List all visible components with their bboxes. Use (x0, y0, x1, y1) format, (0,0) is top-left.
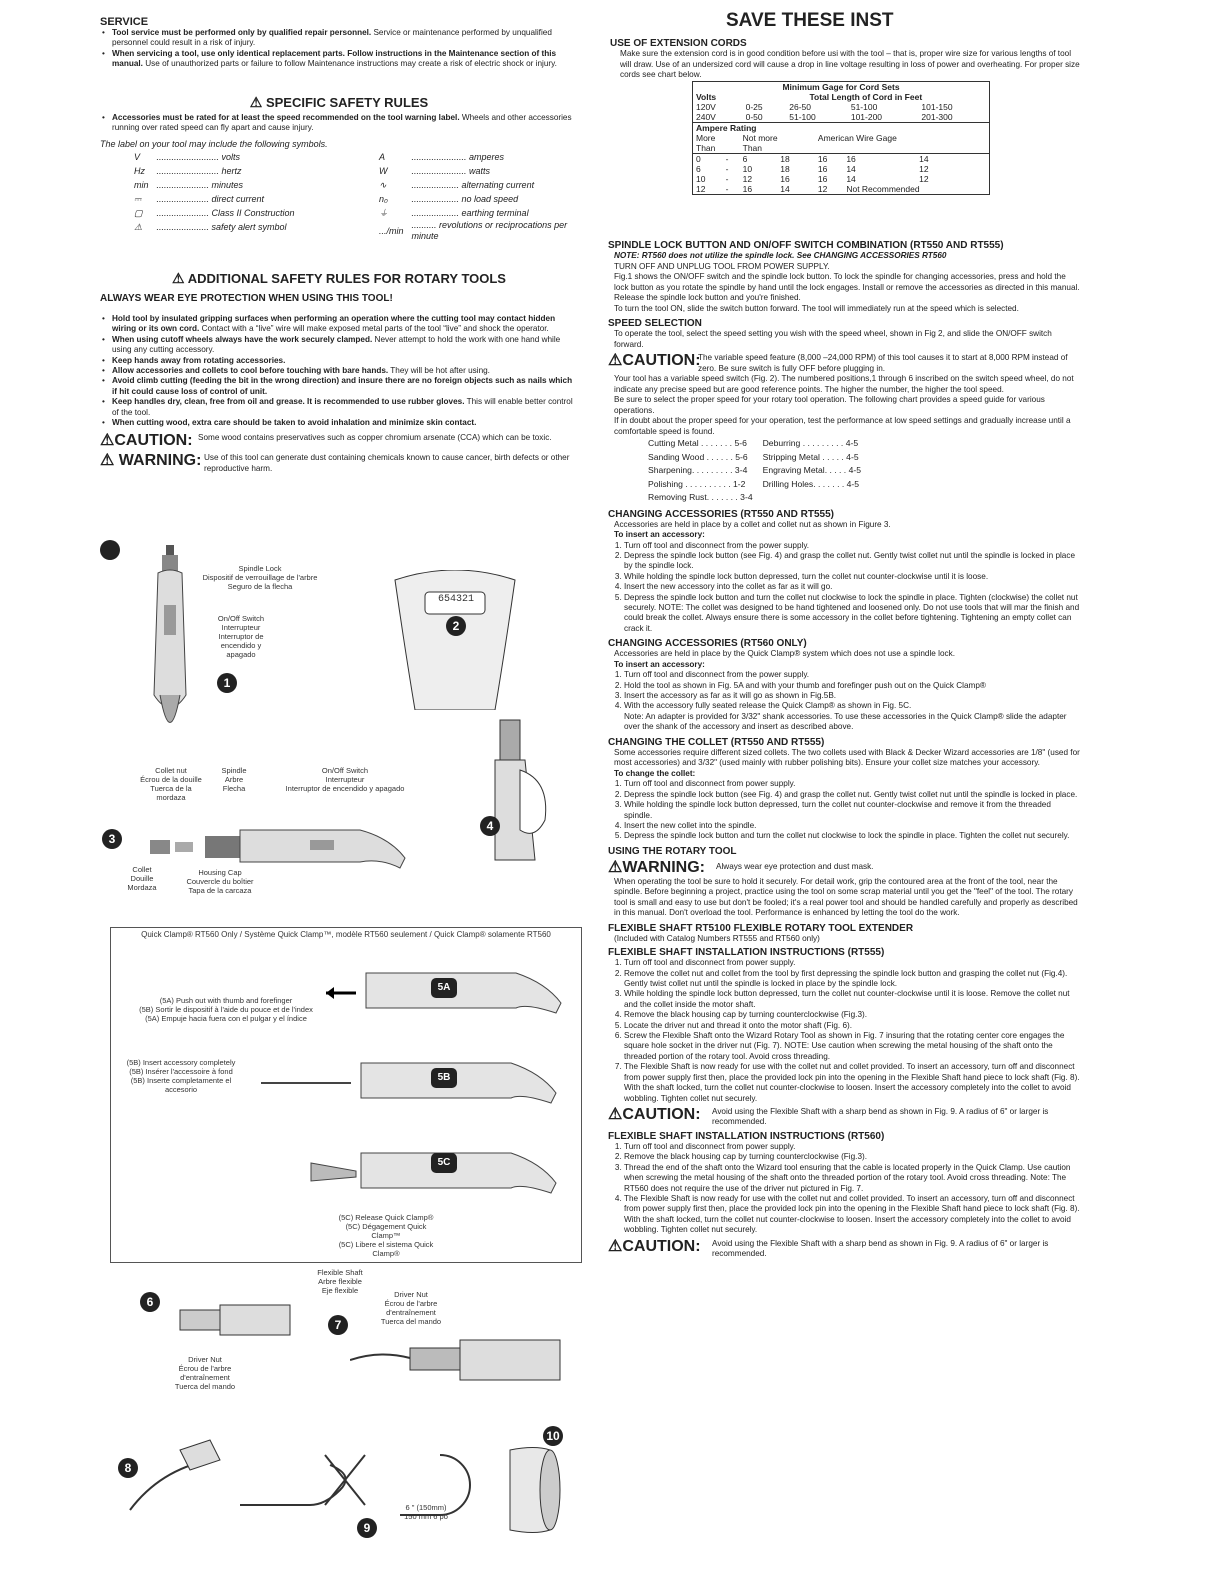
list-item: 1. Turn off tool and disconnect from the power supply. (624, 541, 1080, 551)
caution-label: ⚠CAUTION: (608, 352, 701, 369)
table-row: Sharpening. . . . . . . . . 3-4 Engraving Metal. . . . . 4-5 (648, 465, 861, 475)
page-title: SAVE THESE INST (726, 10, 894, 31)
collet-steps (608, 779, 1080, 841)
list-item: • Keep hands away from rotating accessories. (112, 356, 578, 366)
list-item: • Avoid climb cutting (feeding the bit in the wrong direction) and insure there are no foreign objects such as nails which if hit could cause loss of control of unit. (112, 376, 578, 397)
spindle-title: SPINDLE LOCK BUTTON AND ON/OFF SWITCH COMBINATION (RT550 AND RT555) (608, 240, 1004, 251)
fig5b-tool (261, 1043, 561, 1123)
change560-steps (608, 670, 1080, 712)
table-row: 0 - 6 18 16 16 14 (696, 153, 929, 164)
change560-sub: To insert an accessory: (614, 659, 705, 669)
caution-text: Some wood contains preservatives such as copper chromium arsenate (CCA) which can be toxic. (198, 433, 552, 443)
caution-block (100, 430, 578, 450)
speed-chart (648, 437, 871, 505)
fig6-driver-nut (170, 1290, 300, 1350)
label-driver-nut-6: Driver Nut Écrou de l'arbre d'entraînement Tuerca del mando (174, 1355, 236, 1391)
fig2-badge: 2 (446, 616, 466, 636)
flex560-steps (608, 1142, 1080, 1236)
list-item: 1. Turn off tool and disconnect from power supply. (624, 958, 1080, 968)
list-item: 2. Hold the tool as shown in Fig. 5A and with your thumb and forefinger push out on the Quick Clamp® (624, 681, 1080, 691)
list-item: 6. Screw the Flexible Shaft onto the Wizard Rotary Tool as shown in Fig. 7 insuring that the rotating center core engages the square hole socket in the driver nut (Fig. 7). NOTE: Use caution when screwing the metal housing of the shaft onto the threaded portion of the rotary tool. Avoid cross threading. (624, 1031, 1080, 1062)
symbols-intro: The label on your tool may include the following symbols. (100, 138, 328, 149)
spindle-p1: TURN OFF AND UNPLUG TOOL FROM POWER SUPPLY. (614, 261, 830, 271)
symbols-right: A ...................... amperes W ...................... watts ∿ ................... alternating current n₀ ................... no load speed ⏚ ................... earthing terminal .../min .......... revolutions or reciprocations per minute (379, 152, 568, 241)
speed-p2: Your tool has a variable speed switch (Fig. 2). The numbered positions,1 through 6 inscribed on the switch speed wheel, do not indicate any precise speed but are good reference points. The higher the number, the higher the tool speed. (614, 374, 1074, 394)
warning-block (100, 450, 578, 474)
list-item: 4. Insert the new collet into the spindle. (624, 821, 1080, 831)
collet-title: CHANGING THE COLLET (RT550 AND RT555) (608, 736, 825, 748)
table-row: Removing Rust. . . . . . . 3-4 (648, 492, 753, 502)
alert-icon: ⚠ (172, 270, 185, 286)
service-list (100, 28, 578, 70)
fig3-tool-exploded (120, 818, 410, 878)
change550-title: CHANGING ACCESSORIES (RT550 AND RT555) (608, 508, 834, 520)
using-warning (608, 857, 1080, 877)
spindle-note: NOTE: RT560 does not utilize the spindle lock. See CHANGING ACCESSORIES RT560 (614, 251, 947, 260)
change550-p1: Accessories are held in place by a collet and collet nut as shown in Figure 3. (614, 519, 891, 529)
change560-p1: Accessories are held in place by the Quick Clamp® system which does not use a spindle lock. (614, 649, 955, 659)
label-5a: (5A) Push out with thumb and forefinger (5B) Sortir le dispositif à l'aide du pouce et de l'index (5A) Empuje hacia fuera con el pulgar y el índice (139, 996, 313, 1023)
list-item: 4. The Flexible Shaft is now ready for use with the collet nut and collet provided. To insert an accessory, turn off and disconnect from power supply first then, place the provided lock pin into the opening in the Flexible Shaft hand piece to lock shaft (Fig. 8). With the shaft locked, turn the collet nut counter-clockwise to loosen. Insert the accessory completely into the collet to avoid wobbling. Tighten collet nut securely. (624, 1194, 1080, 1236)
speed-p3: Be sure to select the proper speed for your rotary tool operation. The following chart provides a speed guide for various operations. (614, 395, 1045, 415)
label-radius: 6 " (150mm) 150 mm 6 po (404, 1503, 448, 1521)
fig6-badge: 6 (140, 1292, 160, 1312)
list-item: 3. Insert the accessory as far as it will go as shown in Fig.5B. (624, 691, 1080, 701)
label-housing-cap: Housing Cap Couvercle du boîtier Tapa de la carcaza (186, 868, 254, 895)
fig1-badge: 1 (217, 673, 237, 693)
specific-list (100, 113, 578, 134)
list-item: 2. Remove the collet nut and collet from the tool by first depressing the spindle lock button and grasping the collet nut (Fig.4). Gently twist collet nut until the spindle is locked in place by the spindle lock. (624, 969, 1080, 990)
service-section (100, 16, 578, 70)
specific-title: ⚠ SPECIFIC SAFETY RULES (249, 94, 429, 110)
ext-text: Make sure the extension cord is in good condition before usi with the tool – that is, proper wire size for various lengths of tool will draw. Use of an undersized cord will cause a drop in line voltage resulting in loss of power and overheating. For proper size cords see chart below. (620, 49, 1080, 79)
gage-table: Minimum Gage for Cord Sets Volts Total Length of Cord in Feet 120V 0-25 26-50 51-100 101-150 240V 0-50 51-100 101-200 201-300 Ampere Rating More Not more American Wire Gage Than Than 0 - 6 18 16 16 14 6 - 10 18 16 14 12 10 - 12 16 16 14 12 12 - 16 14 12 Not Recommended (692, 81, 990, 195)
fig10-housing-end (505, 1445, 565, 1535)
fig8-badge: 8 (118, 1458, 138, 1478)
fig5a-badge: 5A (431, 978, 457, 998)
flex555-caution (608, 1104, 1080, 1128)
flex555-title: FLEXIBLE SHAFT INSTALLATION INSTRUCTIONS (RT555) (608, 947, 885, 959)
warning-label: ⚠ WARNING: (100, 452, 202, 470)
list-item: • When using cutoff wheels always have the work securely clamped. Never attempt to hold the work with one hand while using any cutting accessory. (112, 335, 578, 356)
list-item: 4. Insert the new accessory into the collet as far as it will go. (624, 582, 1080, 592)
flex560-caution (608, 1236, 1080, 1260)
list-item: • Accessories must be rated for at least the speed recommended on the tool warning label. Wheels and other accessories running over rated speed can fly apart and cause injury. (112, 113, 578, 134)
list-item: 3. While holding the spindle lock button depressed, turn the collet nut counter-clockwise until it is loose. (624, 572, 1080, 582)
fig9-badge: 9 (357, 1518, 377, 1538)
warning-text: Use of this tool can generate dust containing chemicals known to cause cancer, birth defects or other reproductive harm. (204, 453, 570, 473)
speed-p4: If in doubt about the proper speed for your operation, test the performance at low speed settings and gradually increase until a comfortable speed is found. (614, 416, 1071, 436)
extension-cords-section (610, 38, 1080, 195)
list-item: 2. Remove the black housing cap by turning counterclockwise (Fig.3). (624, 1152, 1080, 1162)
list-item: 3. Thread the end of the shaft onto the Wizard tool ensuring that the cable is located properly in the Quick Clamp. Use caution when screwing the metal housing of the shaft onto the threaded portion of the rotary tool. Avoid cross threading. Note: The RT560 does not require the use of the driver nut pictured in Fig. 7. (624, 1163, 1080, 1194)
fig1-tool-illustration (140, 545, 200, 755)
additional-list (100, 314, 578, 428)
table-row: Polishing . . . . . . . . . . 1-2 Drilling Holes. . . . . . . 4-5 (648, 478, 860, 489)
list-item: • When servicing a tool, use only identical replacement parts. Follow instructions in the Maintenance section of this manual. Use of unauthorized parts or failure to follow Maintenance instructions may create a risk of electric shock or injury. (112, 49, 578, 70)
fig8-lock-pin (120, 1430, 240, 1530)
fig4-badge: 4 (480, 816, 500, 836)
table-row: 6 - 10 18 16 14 12 (696, 163, 929, 174)
flex560-title: FLEXIBLE SHAFT INSTALLATION INSTRUCTIONS (RT560) (608, 1130, 885, 1142)
quick-clamp-title: Quick Clamp® RT560 Only / Système Quick Clamp™, modèle RT560 seulement / Quick Clamp® solamente RT560 (141, 930, 551, 939)
using-title: USING THE ROTARY TOOL (608, 845, 737, 857)
list-item: 4. With the accessory fully seated release the Quick Clamp® as shown in Fig. 5C. (624, 701, 1080, 711)
label-onoff-switch: On/Off Switch Interrupteur Interruptor de encendido y apagado (217, 614, 265, 659)
list-item: 3. While holding the spindle lock button depressed, turn the collet nut counter-clockwise until it is loose. Remove the collet nut and the collet inside the motor shaft. (624, 989, 1080, 1010)
label-5c: (5C) Release Quick Clamp® (5C) Dégagement Quick Clamp™ (5C) Libere el sistema Quick Clamp® (338, 1213, 434, 1258)
flex555-steps (608, 958, 1080, 1104)
list-item: 3. While holding the spindle lock button depressed, turn the collet nut counter-clockwise and remove it from the threaded spindle. (624, 800, 1080, 821)
change550-sub: To insert an accessory: (614, 530, 705, 539)
dial-numbers: 654321 (437, 594, 474, 605)
list-item: 4. Remove the black housing cap by turning counterclockwise (Fig.3). (624, 1010, 1080, 1020)
list-item: • Tool service must be performed only by qualified repair personnel. Service or maintenance performed by unqualified personnel could result in a risk of injury. (112, 28, 578, 49)
gage-volts-table: Volts Total Length of Cord in Feet 120V 0-25 26-50 51-100 101-150 240V 0-50 51-100 101-200 201-300 (693, 92, 989, 123)
label-collet: Collet Douille Mordaza (127, 865, 157, 892)
label-spindle: Spindle Arbre Flecha (221, 766, 247, 793)
caution-label: ⚠CAUTION: (608, 1105, 701, 1123)
spindle-p3: To turn the tool ON, slide the switch button forward. The tool will immediately run at the speed which is selected. (614, 303, 1019, 313)
ext-title: USE OF EXTENSION CORDS (610, 38, 747, 49)
caution-text: Avoid using the Flexible Shaft with a sharp bend as shown in Fig. 9. A radius of 6" or larger is recommended. (712, 1238, 1049, 1259)
list-item: 7. The Flexible Shaft is now ready for use with the collet nut and collet provided. To insert an accessory, turn off and disconnect from power supply first then, place the provided lock pin into the opening in the Flexible Shaft hand piece to lock shaft (Fig. 8). With the shaft locked, turn the collet nut counter-clockwise to loosen. Insert the accessory completely into the collet to avoid wobbling. Tighten collet nut securely. (624, 1062, 1080, 1104)
list-item: • When cutting wood, extra care should be taken to avoid inhalation and minimize skin contact. (112, 418, 578, 428)
fig7-badge: 7 (328, 1315, 348, 1335)
list-item: 1. Turn off tool and disconnect from the power supply. (624, 670, 1080, 680)
speed-p1: To operate the tool, select the speed setting you wish with the speed wheel, shown in Fig 2, and slide the ON/OFF switch forward. (614, 329, 1052, 349)
service-title: SERVICE (100, 16, 149, 28)
warning-label: ⚠WARNING: (608, 858, 705, 876)
caution-text: The variable speed feature (8,000 –24,000 RPM) of this tool causes it to start at 8,000 RPM instead of zero. Be sure switch is fully OFF before plugging in. (698, 353, 1068, 373)
list-item: • Hold tool by insulated gripping surfaces when performing an operation where the cutting tool may contact hidden wiring or its own cord. Contact with a “live” wire will make exposed metal parts of the tool “live” and shock the operator. (112, 314, 578, 335)
figures-area (100, 540, 580, 1580)
flex-sub: (Included with Catalog Numbers RT555 and RT560 only) (614, 933, 820, 943)
list-item: 5. Locate the driver nut and thread it onto the motor shaft (Fig. 6). (624, 1021, 1080, 1031)
list-item: 1. Turn off tool and disconnect from power supply. (624, 1142, 1080, 1152)
fig10-badge: 10 (543, 1426, 563, 1446)
collet-p1: Some accessories require different sized collets. The two collets used with Black & Decker Wizard accessories are 1/8" (used for most accessories) and 3/32" (used mainly with rubber polishing bits). Ensure your collet size matches your accessory. (614, 747, 1080, 768)
change560-title: CHANGING ACCESSORIES (RT560 ONLY) (608, 638, 807, 650)
label-driver-nut-7: Driver Nut Écrou de l'arbre d'entraînement Tuerca del mando (380, 1290, 442, 1326)
label-onoff-switch-2: On/Off Switch Interrupteur Interruptor de encendido y apagado (285, 766, 405, 793)
additional-title: ⚠ ADDITIONAL SAFETY RULES FOR ROTARY TOOLS (172, 270, 506, 286)
change560-note: Note: An adapter is provided for 3/32" shank accessories. To use these accessories in the Quick Clamp® slide the adapter over the shank of the accessory and insert as described above. (624, 711, 1067, 732)
list-item: 2. Depress the spindle lock button (see Fig. 4) and grasp the collet nut. Gently twist collet nut until the spindle is locked in place by the spindle lock. (624, 551, 1080, 572)
fig4-hand-holding-tool (480, 710, 570, 870)
label-collet-nut: Collet nut Écrou de la douille Tuerca de la mordaza (140, 766, 202, 802)
fig5c-badge: 5C (431, 1153, 457, 1173)
warning-text: Always wear eye protection and dust mask. (716, 861, 874, 871)
fig3-badge: 3 (102, 829, 122, 849)
spindle-lock-section (608, 240, 1080, 1260)
list-item: • Allow accessories and collets to cool before touching with bare hands. They will be hot after using. (112, 366, 578, 376)
list-item: 5. Depress the spindle lock button and turn the collet nut clockwise to lock the spindle in place. Tighten (clockwise) the collet nut securely. NOTE: The collet was designed to be hand tightened and loosened only. Do not use tools that will mar the finish and could break the collet. Always ensure there is some accessory in the collet before tightening. Tightening an empty collet can crack it. (624, 593, 1080, 635)
fig5b-badge: 5B (431, 1068, 457, 1088)
fig5c-tool (281, 1133, 561, 1213)
caution-text: Avoid using the Flexible Shaft with a sharp bend as shown in Fig. 9. A radius of 6" or larger is recommended. (712, 1106, 1049, 1127)
table-row: Cutting Metal . . . . . . . 5-6 Deburring . . . . . . . . . 4-5 (648, 438, 859, 448)
eye-protection: ALWAYS WEAR EYE PROTECTION WHEN USING THIS TOOL! (100, 293, 393, 304)
label-spindle-lock: Spindle Lock Dispositif de verrouillage de l'arbre Seguro de la flecha (202, 564, 318, 591)
unused (100, 540, 120, 560)
change550-steps (608, 541, 1080, 635)
flex-title: FLEXIBLE SHAFT RT5100 FLEXIBLE ROTARY TOOL EXTENDER (608, 922, 914, 934)
fig5-quick-clamp-box (110, 927, 582, 1263)
using-p1: When operating the tool be sure to hold it securely. For detail work, grip the contoured area at the front of the tool, near the spindle. Before beginning a project, practice using the tool on some scrap material until you get the "feel" of the tool. The rotary tool is small and easy to use but don't be fooled; it's a real power tool and should be handled carefully and properly as described in this manual. Don't overload the tool. Performance is enhanced by letting the tool do the work. (614, 876, 1078, 918)
speed-title: SPEED SELECTION (608, 318, 702, 329)
caution-label: ⚠CAUTION: (100, 432, 193, 450)
specific-section (100, 92, 578, 241)
label-flexible-shaft: Flexible Shaft Arbre flexible Eje flexible (317, 1268, 363, 1295)
table-row: 10 - 12 16 16 14 12 (696, 173, 929, 184)
table-row: 12 - 16 14 12 Not Recommended (696, 183, 920, 194)
collet-sub: To change the collet: (614, 768, 696, 778)
list-item: • Keep handles dry, clean, free from oil and grease. It is recommended to use rubber gloves. This will enable better control of the tool. (112, 397, 578, 418)
fig2-speed-dial (385, 570, 525, 710)
list-item: 2. Depress the spindle lock button (see Fig. 4) and grasp the collet nut. Gently twist collet nut until the spindle is locked in place. (624, 790, 1080, 800)
list-item: 5. Depress the spindle lock button and turn the collet nut clockwise to lock the spindle in place. Tighten the collet nut securely. (624, 831, 1080, 841)
speed-caution (608, 350, 1080, 374)
table-row: Sanding Wood . . . . . . 5-6 Stripping Metal . . . . . 4-5 (648, 451, 859, 462)
caution-label: ⚠CAUTION: (608, 1237, 701, 1255)
gage-amp-table: Ampere Rating More Not more American Wire Gage Than Than 0 - 6 18 16 16 14 6 - 10 18 16 14 12 10 - 12 16 16 14 12 12 - 16 14 12 Not Recommended (693, 123, 989, 194)
label-5b: (5B) Insert accessory completely (5B) Insérer l'accessoire à fond (5B) Inserte completamente el accesorio (126, 1058, 236, 1094)
additional-section (100, 268, 578, 474)
fig7-shaft-attach (350, 1330, 570, 1390)
symbols-left: V ......................... volts Hz ......................... hertz min ..................... minutes ⎓ ..................... direct current ▢ ..................... Class II Construction ⚠ ..................... safety alert symbol (134, 152, 295, 232)
list-item: 1. Turn off tool and disconnect from power supply. (624, 779, 1080, 789)
spindle-p2: Fig.1 shows the ON/OFF switch and the spindle lock button. To lock the spindle for changing accessories, press and hold the lock button as you rotate the spindle by hand until the lock engages. Install or remove the accessories as directed in this manual. Release the spindle lock button and you're finished. (614, 272, 1080, 302)
alert-icon: ⚠ (249, 94, 263, 110)
